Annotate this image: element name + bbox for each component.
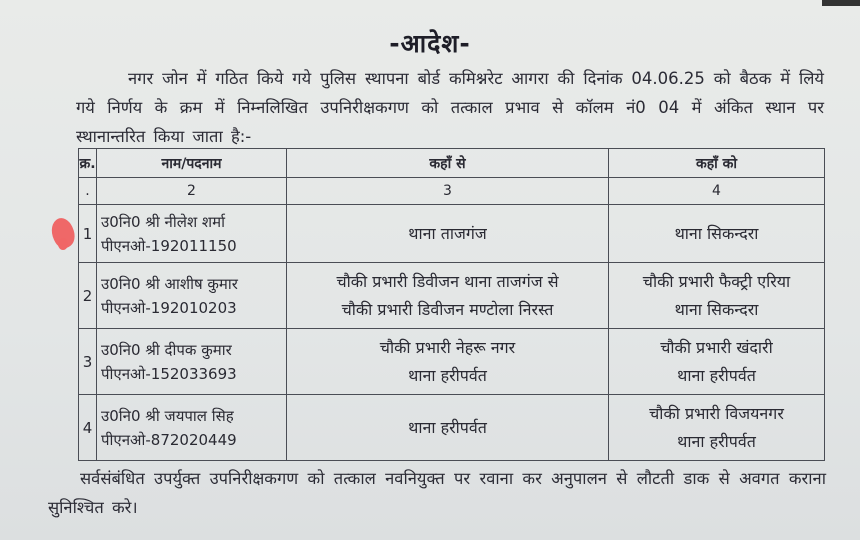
to-line-1: चौकी प्रभारी फैक्ट्री एरिया <box>642 271 791 291</box>
from-line-2: चौकी प्रभारी डिवीजन मण्टोला निरस्त <box>341 299 554 319</box>
transfer-table <box>78 148 825 461</box>
row-to-cell <box>609 329 825 395</box>
row-from-cell <box>287 263 609 329</box>
table-header-row <box>79 149 825 178</box>
col-number-4: 4 <box>609 178 825 205</box>
to-line-1: थाना सिकन्दरा <box>674 223 759 243</box>
red-ink-dot <box>58 238 68 250</box>
row-name-cell <box>97 205 287 263</box>
from-line-2: थाना हरीपर्वत <box>408 365 487 385</box>
row-name-cell <box>97 329 287 395</box>
row-serial: 1 <box>79 205 97 263</box>
table-row <box>79 395 825 461</box>
officer-pno: पीएनओ-192011150 <box>101 236 237 255</box>
closing-paragraph <box>48 464 826 522</box>
table-row <box>79 329 825 395</box>
officer-pno: पीएनओ-152033693 <box>101 364 237 383</box>
col-number-2: 2 <box>97 178 287 205</box>
officer-name: उ0नि0 श्री नीलेश शर्मा <box>101 212 225 231</box>
row-from-cell <box>287 205 609 263</box>
row-from-cell <box>287 329 609 395</box>
officer-name: उ0नि0 श्री जयपाल सिह <box>101 406 234 425</box>
closing-text: सर्वसंबंधित उपर्युक्त उपनिरीक्षकगण को तत्काल नवनियुक्त पर रवाना कर अनुपालन से लौटती डाक से अवगत कराना सुनिश्चित करे। <box>48 469 826 517</box>
officer-pno: पीएनओ-872020449 <box>101 430 237 449</box>
column-number-row <box>79 178 825 205</box>
from-line-1: चौकी प्रभारी डिवीजन थाना ताजगंज से <box>336 271 559 291</box>
row-serial: 3 <box>79 329 97 395</box>
to-line-1: चौकी प्रभारी विजयनगर <box>649 403 784 423</box>
row-serial: 4 <box>79 395 97 461</box>
col-number-3: 3 <box>287 178 609 205</box>
officer-pno: पीएनओ-192010203 <box>101 298 237 317</box>
row-to-cell <box>609 395 825 461</box>
from-line-1: थाना ताजगंज <box>408 223 487 243</box>
table-row <box>79 263 825 329</box>
intro-text: नगर जोन में गठित किये गये पुलिस स्थापना बोर्ड कमिश्नरेट आगरा की दिनांक 04.06.25 को बैठक में लिये गये निर्णय के क्रम में निम्नलिखित उपनिरीक्षकगण को तत्काल प्रभाव से कॉलम नं0 04 में अंकित स्थान पर स्थानान्तरित किया जाता है:- <box>76 69 824 146</box>
table-row <box>79 205 825 263</box>
header-name: नाम/पदनाम <box>97 149 287 178</box>
corner-artifact <box>822 0 860 6</box>
row-to-cell <box>609 263 825 329</box>
to-line-2: थाना हरीपर्वत <box>677 431 756 451</box>
to-line-2: थाना सिकन्दरा <box>674 299 759 319</box>
row-to-cell <box>609 205 825 263</box>
officer-name: उ0नि0 श्री आशीष कुमार <box>101 274 238 293</box>
to-line-1: चौकी प्रभारी खंदारी <box>660 337 773 357</box>
row-from-cell <box>287 395 609 461</box>
intro-paragraph <box>76 64 824 151</box>
to-line-2: थाना हरीपर्वत <box>677 365 756 385</box>
officer-name: उ0नि0 श्री दीपक कुमार <box>101 340 232 359</box>
from-line-1: थाना हरीपर्वत <box>408 417 487 437</box>
header-to: कहाँ को <box>609 149 825 178</box>
header-from: कहाँ से <box>287 149 609 178</box>
row-serial: 2 <box>79 263 97 329</box>
from-line-1: चौकी प्रभारी नेहरू नगर <box>379 337 516 357</box>
order-title: -आदेश- <box>389 29 471 58</box>
row-name-cell <box>97 395 287 461</box>
header-serial: क्र. <box>79 149 97 178</box>
col-number-serial: . <box>79 178 97 205</box>
row-name-cell <box>97 263 287 329</box>
